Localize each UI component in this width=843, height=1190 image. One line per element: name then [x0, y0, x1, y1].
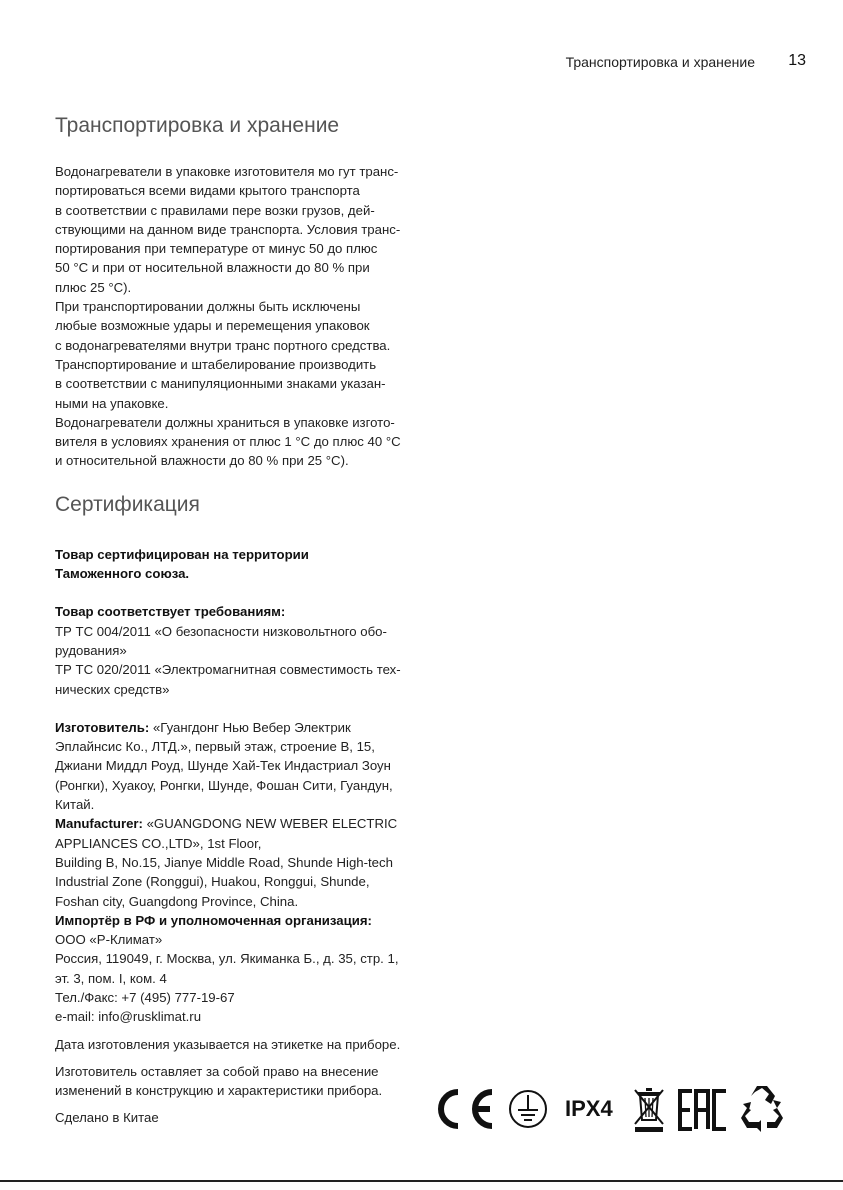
standard-line: ТР ТС 004/2011 «О безопасности низковольтного обо- — [55, 623, 387, 639]
page-header — [0, 52, 843, 76]
manufacturer-en-line — [55, 814, 409, 833]
svg-text:IPX4: IPX4 — [565, 1096, 613, 1121]
ce-mark-icon — [430, 1086, 496, 1132]
transport-text-line: в соответствии с правилами пере возки грузов, дей- — [55, 202, 375, 218]
certification-heading: Сертификация — [55, 492, 200, 516]
bottom-rule — [0, 1180, 843, 1182]
transport-text-line: плюс 25 °С). — [55, 279, 132, 295]
standard-line: ТР ТС 020/2011 «Электромагнитная совместимость тех- — [55, 662, 401, 678]
complies-title: Товар соответствует требованиям: — [55, 604, 286, 620]
transport-text-line: Транспортирование и штабелирование производить — [55, 356, 377, 372]
manufacturer-en-label: Manufacturer: — [55, 816, 143, 832]
made-in-note: Сделано в Китае — [55, 1110, 159, 1126]
certified-line-1: Товар сертифицирован на территории — [55, 546, 309, 562]
transport-text-line: любые возможные удары и перемещения упаковок — [55, 318, 370, 334]
manufacturer-en-name: «GUANGDONG NEW WEBER ELECTRIC — [142, 816, 398, 832]
transport-text-line: При транспортировании должны быть исключены — [55, 299, 361, 315]
importer-line: эт. 3, пом. I, ком. 4 — [55, 970, 167, 986]
manufacturer-en-address-line: Building B, No.15, Jianye Middle Road, Shunde High-tech — [55, 854, 393, 870]
manufacturer-line — [55, 718, 409, 737]
importer-line: Россия, 119049, г. Москва, ул. Якиманка Б., д. 35, стр. 1, — [55, 951, 399, 967]
transport-text-line: портирования при температуре от минус 50 до плюс — [55, 241, 378, 257]
manufacturer-name: «Гуангдонг Нью Вебер Электрик — [149, 719, 351, 735]
manufacturer-address-line: Эплайнсис Ко., ЛТД.», первый этаж, строение В, 15, — [55, 739, 375, 755]
page-number: 13 — [788, 52, 806, 69]
importer-label: Импортёр в РФ и уполномоченная организация: — [55, 912, 372, 928]
importer-phone: Тел./Факс: +7 (495) 777-19-67 — [55, 989, 235, 1005]
production-date-note: Дата изготовления указывается на этикетке на приборе. — [55, 1036, 401, 1052]
transport-text-line: 50 °С и при от носительной влажности до 80 % при — [55, 260, 370, 276]
transport-text-line: с водонагревателями внутри транс портного средства. — [55, 337, 391, 353]
ipx4-icon — [565, 1092, 627, 1124]
manufacturer-label: Изготовитель: — [55, 719, 150, 735]
transport-heading: Транспортировка и хранение — [55, 114, 340, 137]
spacer — [55, 583, 409, 602]
crossed-bin-icon — [632, 1086, 666, 1134]
running-title: Транспортировка и хранение — [565, 54, 755, 70]
certified-line-2: Таможенного союза. — [55, 566, 190, 582]
page-content — [55, 112, 409, 1128]
importer-line: ООО «Р-Климат» — [55, 932, 163, 948]
transport-text-line: портироваться всеми видами крытого транспорта — [55, 183, 360, 199]
spacer — [55, 699, 409, 718]
rights-note-line-2: изменений в конструкцию и характеристики прибора. — [55, 1083, 383, 1099]
manufacturer-en-address-line: Foshan city, Guangdong Province, China. — [55, 893, 299, 909]
transport-text — [55, 162, 409, 471]
manufacturer-en-address-line: APPLIANCES CO.,LTD», 1st Floor, — [55, 835, 262, 851]
standard-line: рудования» — [55, 642, 127, 658]
transport-section — [55, 112, 409, 471]
transport-text-line: ствующими на данном виде транспорта. Условия транс- — [55, 221, 401, 237]
transport-text-line: в соответствии с манипуляционными знаками указан- — [55, 376, 386, 392]
certification-section — [55, 491, 409, 1128]
transport-text-line: вителя в условиях хранения от плюс 1 °С до плюс 40 °С — [55, 434, 401, 450]
recycle-icon — [737, 1086, 787, 1134]
standard-line: нических средств» — [55, 681, 170, 697]
rights-note-line-1: Изготовитель оставляет за собой право на внесение — [55, 1063, 379, 1079]
manufacturer-address-line: Китай. — [55, 797, 95, 813]
manufacturer-en-address-line: Industrial Zone (Ronggui), Huakou, Ronggui, Shunde, — [55, 874, 370, 890]
transport-text-line: Водонагреватели в упаковке изготовителя мо гут транс- — [55, 164, 399, 179]
spacer — [55, 1100, 409, 1108]
manufacturer-address-line: Джиани Миддл Роуд, Шунде Хай-Тек Индастриал Зоун — [55, 758, 391, 774]
certification-marks — [430, 1086, 790, 1136]
manufacturer-address-line: (Ронгки), Хуакоу, Ронгки, Шунде, Фошан Сити, Гуандун, — [55, 777, 393, 793]
transport-text-line: и относительной влажности до 80 % при 25 °С). — [55, 453, 349, 469]
eac-mark-icon — [678, 1088, 732, 1132]
spacer — [55, 1054, 409, 1062]
ground-icon — [507, 1088, 549, 1130]
transport-text-line: ными на упаковке. — [55, 395, 169, 411]
transport-text-line: Водонагреватели должны храниться в упаковке изгото- — [55, 414, 395, 430]
importer-email: e-mail: info@rusklimat.ru — [55, 1009, 202, 1025]
spacer — [55, 1027, 409, 1035]
